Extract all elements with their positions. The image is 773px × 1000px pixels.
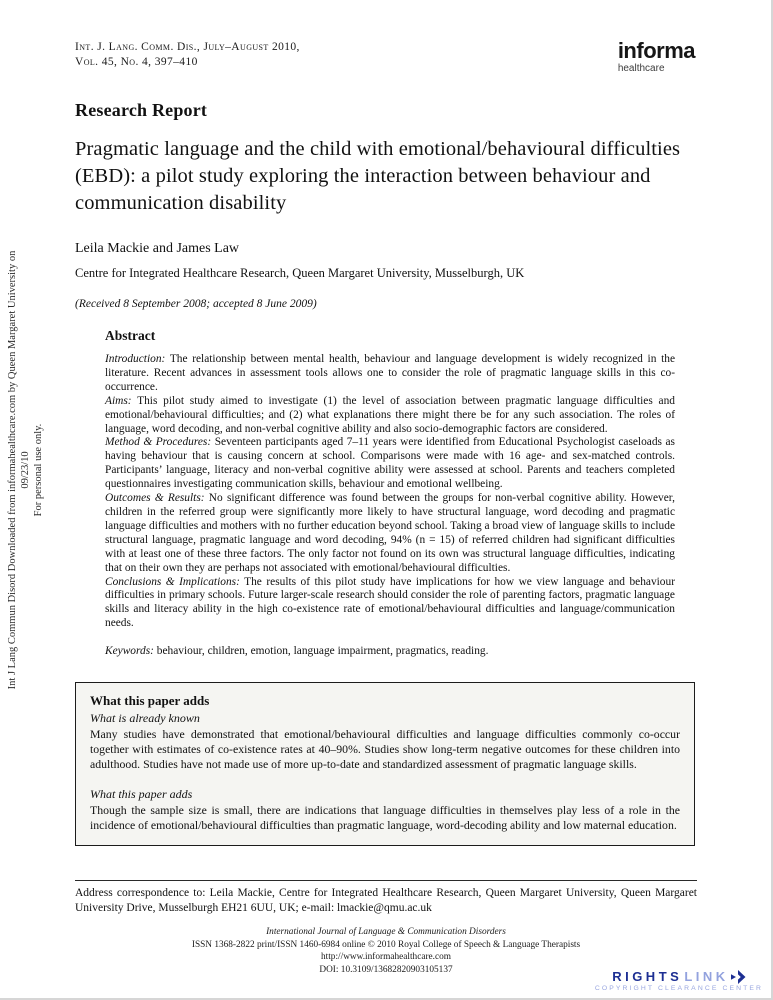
abstract-paragraph-introduction: [105, 353, 675, 395]
adds-box-title: What this paper adds: [90, 693, 210, 709]
informa-healthcare-logo: [618, 40, 695, 74]
what-this-paper-adds-box: [75, 682, 695, 846]
journal-name: International Journal of Language & Communication Disorders: [266, 927, 506, 938]
adds-box-adds-heading: What this paper adds: [90, 787, 193, 802]
rightslink-rights-text: RIGHTS: [612, 969, 683, 984]
abstract-text-methods: Seventeen participants aged 7–11 years were identified from Educational Psychologist caseloads as having behaviour that is causing concern at school. Comparisons were made with 16 age- and sex-matched controls. Participants’ language, literacy and non-verbal cognitive ability were assessed at school. Parents and teachers completed questionnaires investigating communication skills, behaviour and emotional wellbeing.: [105, 436, 675, 491]
page-header: [75, 40, 697, 74]
download-stamp: [6, 240, 45, 700]
informa-logo-text: informa: [617, 38, 695, 63]
abstract-label-aims: Aims:: [105, 394, 132, 407]
journal-citation-line2: Vol. 45, No. 4, 397–410: [75, 56, 198, 68]
rightslink-wordmark: [595, 969, 763, 984]
adds-box-known-heading: What is already known: [90, 711, 200, 726]
abstract-paragraph-outcomes: [105, 492, 675, 575]
rightslink-subtitle: COPYRIGHT CLEARANCE CENTER: [594, 985, 763, 992]
publisher-url: http://www.informahealthcare.com: [320, 952, 452, 963]
adds-box-known-text: Many studies have demonstrated that emotional/behavioural difficulties and language difficulties commonly co-occur together with estimates of co-existence rates at 40–90%. Studies show long-term negative outcomes for these children into adulthood. Studies have not made use of more up-to-date and standardized assessment of pragmatic language skills.: [90, 727, 680, 772]
download-stamp-line1: Int J Lang Commun Disord Downloaded from informahealthcare.com by Queen Margaret University on 09/23/10: [7, 250, 31, 690]
abstract-label-conclusions: Conclusions & Implications:: [105, 575, 240, 588]
received-dates: (Received 8 September 2008; accepted 8 June 2009): [75, 298, 317, 310]
abstract-text-aims: This pilot study aimed to investigate (1) the level of association between pragmatic language difficulties and emotional/behavioural difficulties; and (2) what explanations there might there be for any such association. The roles of language, word decoding, and non-verbal cognitive ability and also socio-demographic factors are considered.: [105, 394, 675, 435]
keywords-label: Keywords:: [105, 645, 154, 658]
journal-citation-line1: Int. J. Lang. Comm. Dis., July–August 2010,: [75, 41, 300, 53]
abstract-label-outcomes: Outcomes & Results:: [105, 492, 205, 505]
informa-logo-subtitle: healthcare: [617, 63, 665, 74]
rightslink-link-text: LINK: [684, 969, 729, 984]
abstract-text-introduction: The relationship between mental health, behaviour and language development is widely recognized in the literature. Recent advances in assessment tools allows one to consider the role of pragmatic language skills in this co-occurrence.: [105, 353, 675, 393]
authors: Leila Mackie and James Law: [75, 241, 240, 256]
abstract-text-outcomes: No significant difference was found between the groups for non-verbal cognitive ability. However, children in the referred group were significantly more likely to have structural language, word decoding and pragmatic language difficulties and mothers with no further education beyond school. Taking a broad view of language skills to include structural language, pragmatic language and word decoding, 94% (n = 15) of referred children had significant difficulties with at least one of these three factors. The only factor not found on its own was structural language difficulties, indicating that on their own they are perhaps not associated with emotional/behavioural difficulties.: [105, 492, 675, 574]
abstract-paragraph-methods: [105, 436, 675, 492]
footer-rule: [75, 880, 697, 881]
keywords-line: [105, 645, 675, 659]
correspondence-address: Address correspondence to: Leila Mackie, Centre for Integrated Healthcare Research, Queen Margaret University, Queen Margaret University Drive, Musselburgh EH21 6UU, UK; e-mail: lmackie@qmu.ac.uk: [75, 887, 697, 914]
doi-line: DOI: 10.3109/13682820903105137: [319, 964, 453, 975]
abstract-label-introduction: Introduction:: [105, 353, 166, 365]
download-stamp-line2: For personal use only.: [33, 423, 44, 517]
abstract-heading: Abstract: [105, 328, 156, 343]
page-footer: [75, 880, 697, 976]
adds-box-adds-text: Though the sample size is small, there are indications that language difficulties in themselves play less of a role in the incidence of emotional/behavioural difficulties than pragmatic language, word-decoding ability and low maternal education.: [90, 803, 680, 833]
abstract-text-conclusions: The results of this pilot study have implications for how we view language and behaviour difficulties in primary schools. Future larger-scale research should consider the role of parenting factors, pragmatic language skills and literacy ability in the high co-existence rate of emotional/behavioural difficulties and language/communication needs.: [105, 575, 675, 630]
abstract-label-methods: Method & Procedures:: [105, 436, 212, 449]
paper-title: Pragmatic language and the child with emotional/behavioural difficulties (EBD): a pilot study exploring the interaction between behaviour and communication disability: [75, 138, 681, 214]
rightslink-logo[interactable]: [595, 969, 763, 992]
journal-citation: [75, 40, 300, 70]
article-type-heading: Research Report: [75, 100, 208, 120]
rightslink-arrow-icon: [730, 970, 746, 984]
keywords-text: behaviour, children, emotion, language impairment, pragmatics, reading.: [156, 645, 489, 658]
affiliation: Centre for Integrated Healthcare Research, Queen Margaret University, Musselburgh, UK: [75, 266, 525, 280]
abstract-section: [105, 328, 675, 659]
abstract-paragraph-aims: [105, 395, 675, 437]
abstract-paragraph-conclusions: [105, 576, 675, 632]
issn-copyright-line: ISSN 1368-2822 print/ISSN 1460-6984 online © 2010 Royal College of Speech & Language Therapists: [191, 939, 581, 950]
page-content: [75, 40, 697, 976]
